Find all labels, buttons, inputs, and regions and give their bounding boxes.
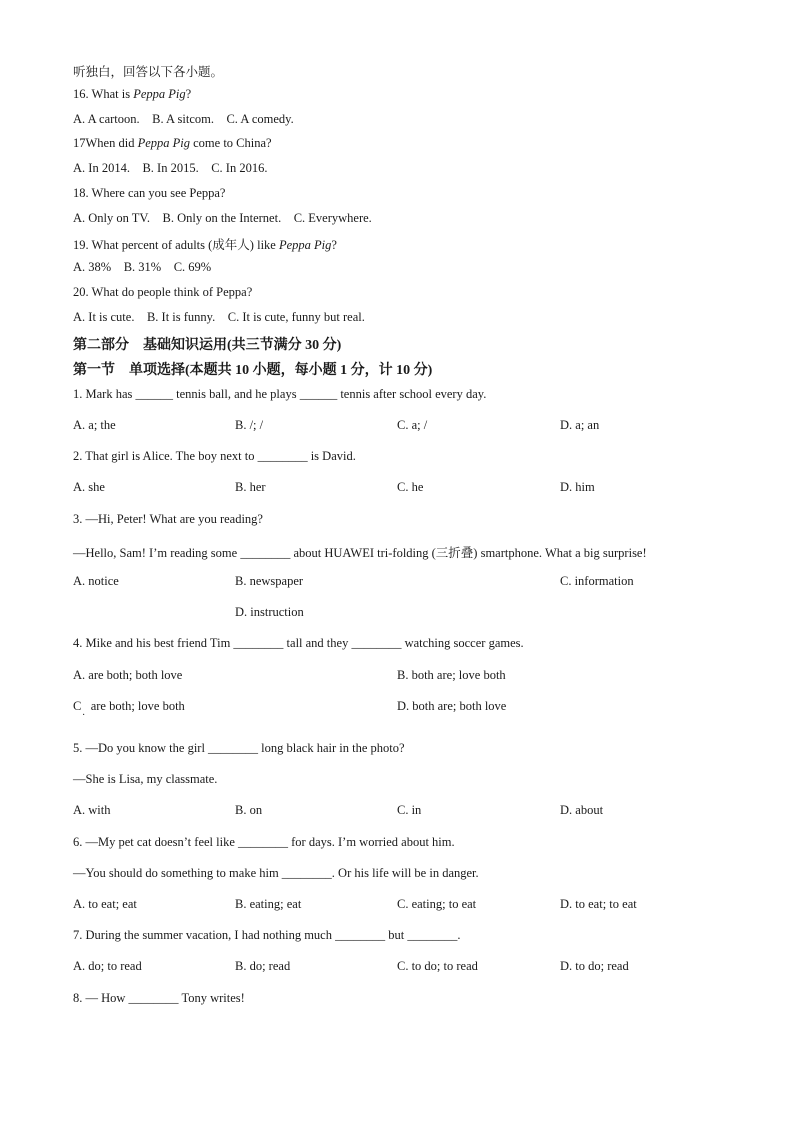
- q7-option-b: B. do; read: [235, 959, 291, 973]
- q2-option-a: A. she: [73, 480, 105, 494]
- q5-option-c: C. in: [397, 803, 422, 817]
- q6-option-a: A. to eat; eat: [73, 897, 137, 911]
- q5-stem-line2: —She is Lisa, my classmate.: [73, 772, 218, 786]
- q16-title-italic: Peppa Pig: [133, 87, 186, 101]
- q6-option-d: D. to eat; to eat: [560, 897, 637, 911]
- q5-option-a: A. with: [73, 803, 111, 817]
- listening-instruction: 听独白，回答以下各小题。: [73, 65, 224, 79]
- q16-stem-post: ?: [185, 87, 192, 101]
- q5-option-d: D. about: [560, 803, 604, 817]
- q7-option-d: D. to do; read: [560, 959, 629, 973]
- q17-stem-post: come to China?: [190, 136, 272, 150]
- q2-option-d: D. him: [560, 480, 595, 494]
- q6-stem-line2: —You should do something to make him ________. Or his life will be in danger.: [73, 866, 479, 880]
- question-20: 20. What do people think of Peppa?: [73, 285, 253, 299]
- q7-option-c: C. to do; to read: [397, 959, 478, 973]
- question-19: [73, 235, 337, 253]
- q3-option-c: C. information: [560, 574, 634, 588]
- q1-option-a: A. a; the: [73, 418, 116, 432]
- q19-title-italic: Peppa Pig: [278, 238, 332, 252]
- question-16: [73, 87, 191, 102]
- q17-options: A. In 2014. B. In 2015. C. In 2016.: [73, 161, 268, 175]
- q7-option-a: A. do; to read: [73, 959, 142, 973]
- q3-stem-line1: 3. —Hi, Peter! What are you reading?: [73, 512, 263, 526]
- q1-option-d: D. a; an: [560, 418, 600, 432]
- q16-options: A. A cartoon. B. A sitcom. C. A comedy.: [73, 112, 294, 126]
- q19-stem-post: ?: [331, 238, 337, 252]
- q2-option-b: B. her: [235, 480, 266, 494]
- q1-stem: 1. Mark has ______ tennis ball, and he plays ______ tennis after school every day.: [73, 387, 487, 401]
- q4-option-d: D. both are; both love: [397, 699, 507, 713]
- q3-stem-line2: —Hello, Sam! I’m reading some ________ about HUAWEI tri-folding (三折叠) smartphone. What a big surprise!: [73, 546, 647, 560]
- q18-options: A. Only on TV. B. Only on the Internet. C. Everywhere.: [73, 211, 372, 225]
- q20-options: A. It is cute. B. It is funny. C. It is cute, funny but real.: [73, 310, 365, 324]
- q5-option-b: B. on: [235, 803, 263, 817]
- part2-heading: 第二部分 基础知识运用(共三节满分 30 分): [73, 338, 342, 353]
- q2-stem: 2. That girl is Alice. The boy next to ________ is David.: [73, 449, 356, 463]
- q5-stem-line1: 5. —Do you know the girl ________ long black hair in the photo?: [73, 741, 405, 755]
- q3-option-b: B. newspaper: [235, 574, 304, 588]
- q4-stem: 4. Mike and his best friend Tim ________ tall and they ________ watching soccer games.: [73, 636, 524, 650]
- q6-stem-line1: 6. —My pet cat doesn’t feel like ________ for days. I’m worried about him.: [73, 835, 455, 849]
- q4-option-c: C are both; love both: [73, 699, 185, 713]
- q17-title-italic: Peppa Pig: [137, 136, 190, 150]
- q1-option-c: C. a; /: [397, 418, 428, 432]
- q19-options: A. 38% B. 31% C. 69%: [73, 260, 212, 274]
- q8-stem: 8. — How ________ Tony writes!: [73, 991, 245, 1005]
- question-18: 18. Where can you see Peppa?: [73, 186, 226, 200]
- q1-option-b: B. /; /: [235, 418, 264, 432]
- stray-dot-mark: ·: [82, 710, 86, 721]
- q3-option-d: D. instruction: [235, 605, 304, 619]
- q4-option-a: A. are both; both love: [73, 668, 183, 682]
- question-17: [73, 136, 272, 151]
- q2-option-c: C. he: [397, 480, 424, 494]
- q17-stem-pre: 17When did: [73, 136, 138, 150]
- q16-stem-pre: 16. What is: [73, 87, 134, 101]
- q19-stem-pre: 19. What percent of adults (成年人) like: [73, 238, 279, 252]
- q6-option-c: C. eating; to eat: [397, 897, 477, 911]
- q4-option-b: B. both are; love both: [397, 668, 506, 682]
- q6-option-b: B. eating; eat: [235, 897, 302, 911]
- section1-heading: 第一节 单项选择(本题共 10 小题，每小题 1 分，计 10 分): [73, 363, 433, 378]
- q3-option-a: A. notice: [73, 574, 119, 588]
- q7-stem: 7. During the summer vacation, I had nothing much ________ but ________.: [73, 928, 461, 942]
